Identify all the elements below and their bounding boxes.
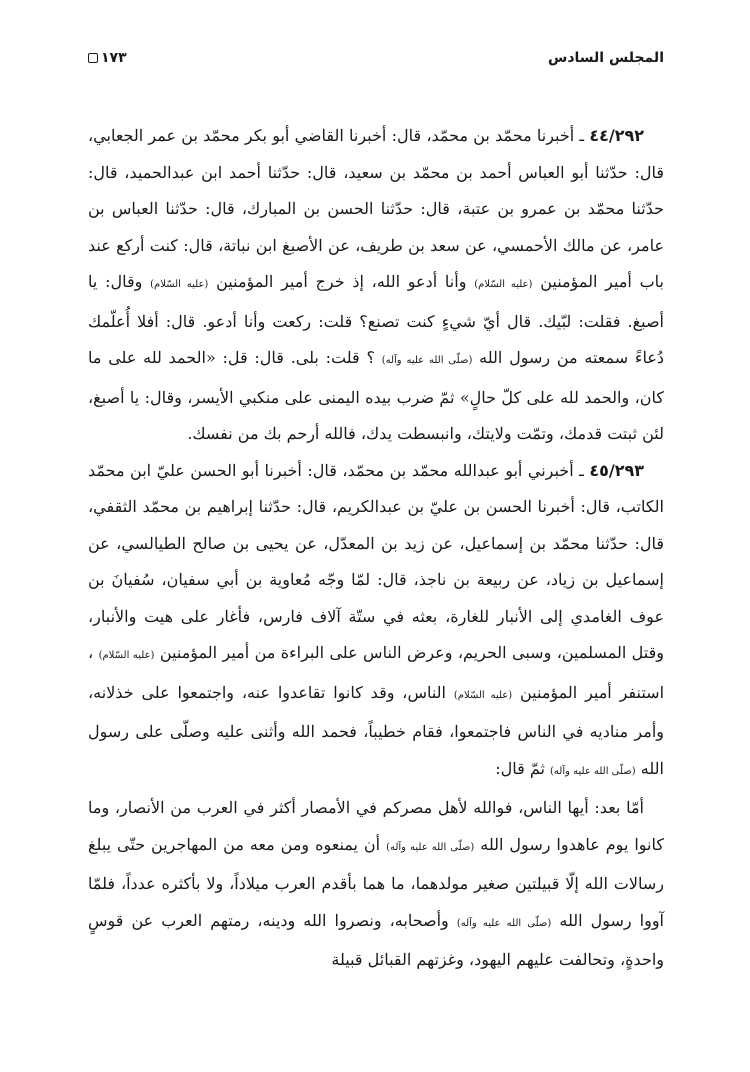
paragraph-text: وقال: يا أصبغ. فقلت: لبّيك. قال أيّ شيءٍ كنت تصنع؟ قلت: ركعت وأنا أدعو. قال: أفلا أُعلّمك دُعاءً سمعته من رسول الله bbox=[88, 272, 664, 367]
honorific-mark: (صلّى الله عليه وآله) bbox=[381, 355, 473, 366]
hadith-number: ٤٥/٢٩٣ bbox=[589, 460, 644, 480]
paragraph-text: ؟ قلت: بلى. قال: قل: «الحمد لله على ما كان، والحمد لله على كلّ حالٍ» ثمّ ضرب بيده اليمنى على منكبي الأيسر، وقال: يا أصبغ، لئن ثبتت قدمك، وتمّت ولايتك، وانبسطت يدك، فالله أرحم بك من نفسك. bbox=[88, 348, 664, 443]
paragraph-text: الناس، وقد كانوا تقاعدوا عنه، واجتمعوا على خذلانه، وأمر مناديه في الناس فاجتمعوا، فقام خطيباً، فحمد الله وأثنى عليه وصلّى على رسول الله bbox=[88, 682, 664, 778]
honorific-mark: (عليه السّلام) bbox=[150, 279, 209, 290]
paragraph-text: أن يمنعوه ومن معه من المهاجرين حتّى يبلغ رسالات الله إلّا قبيلتين صغير مولدهما، ما هما بأقدم العرب ميلاداً، ولا بأكثره عدداً، فلمّا آووا رسول الله bbox=[88, 834, 665, 930]
paragraph-text: وأنا أدعو الله، إذ خرج أمير المؤمنين bbox=[216, 272, 467, 291]
hadith-paragraph-292 bbox=[88, 118, 664, 453]
paragraph-text: أمّا بعد: أيها الناس، فوالله لأهل مصركم في الأمصار أكثر في العرب من الأنصار، وما كانوا يوم عاهدوا رسول الله bbox=[88, 798, 664, 854]
square-box-icon bbox=[88, 53, 98, 63]
paragraph-text: وأصحابه، ونصروا الله ودينه، رمتهم العرب عن قوسٍ واحدةٍ، وتحالفت عليهم اليهود، وغزتهم القبائل قبيلة bbox=[88, 910, 664, 969]
hadith-paragraph-293 bbox=[88, 453, 664, 791]
honorific-mark: (صلّى الله عليه وآله) bbox=[386, 841, 475, 853]
paragraph-text: ـ أخبرني أبو عبدالله محمّد بن محمّد، قال: أخبرنا أبو الحسن عليّ ابن محمّد الكاتب، قال: أخبرنا الحسن بن عليّ بن عبدالكريم، قال: حدّثنا إبراهيم بن محمّد الثقفي، قال: حدّثنا محمّد بن إسماعيل، عن زيد بن المعدّل، عن يحيى بن صالح الطيالسي، عن إسماعيل بن زياد، عن ربيعة بن ناجذ، قال: لمّا وجّه مُعاوية بن أبي سفيان، سُفيانَ بن عوف الغامدي إلى الأنبار للغارة، بعثه في ستّة آلاف فارس، فأغار على هيت والأنبار، وقتل المسلمين، وسبى الحريم، وعرض الناس على البراءة من أمير المؤمنين bbox=[88, 460, 664, 662]
text-body bbox=[88, 118, 664, 979]
honorific-mark: (صلّى الله عليه وآله) bbox=[550, 765, 636, 777]
honorific-mark: (عليه السّلام) bbox=[474, 279, 533, 290]
page-marker bbox=[88, 50, 127, 66]
sermon-paragraph bbox=[88, 790, 664, 979]
running-title: المجلس السادس bbox=[548, 50, 664, 66]
page-number: ١٧٣ bbox=[101, 50, 127, 66]
paragraph-text: ثمّ قال: bbox=[495, 758, 545, 778]
page-header bbox=[88, 46, 664, 76]
paragraph-text: ، استنفر أمير المؤمنين bbox=[88, 643, 665, 702]
honorific-mark: (صلّى الله عليه وآله) bbox=[456, 917, 552, 929]
paragraph-text: ـ أخبرنا محمّد بن محمّد، قال: أخبرنا القاضي أبو بكر محمّد بن عمر الجعابي، قال: حدّثنا أبو العباس أحمد بن محمّد بن سعيد، قال: حدّثنا أحمد ابن عبدالحميد، قال: حدّثنا محمّد بن عمرو بن عتبة، قال: حدّثنا الحسن بن المبارك، قال: حدّثنا العباس بن عامر، عن مالك الأحمسي، عن سعد بن طريف، عن الأصبغ ابن نباتة، قال: كنت أركع عند باب أمير المؤمنين bbox=[88, 126, 665, 291]
honorific-mark: (عليه السّلام) bbox=[453, 689, 513, 701]
hadith-number: ٤٤/٢٩٢ bbox=[589, 126, 644, 145]
honorific-mark: (عليه السّلام) bbox=[98, 650, 155, 661]
